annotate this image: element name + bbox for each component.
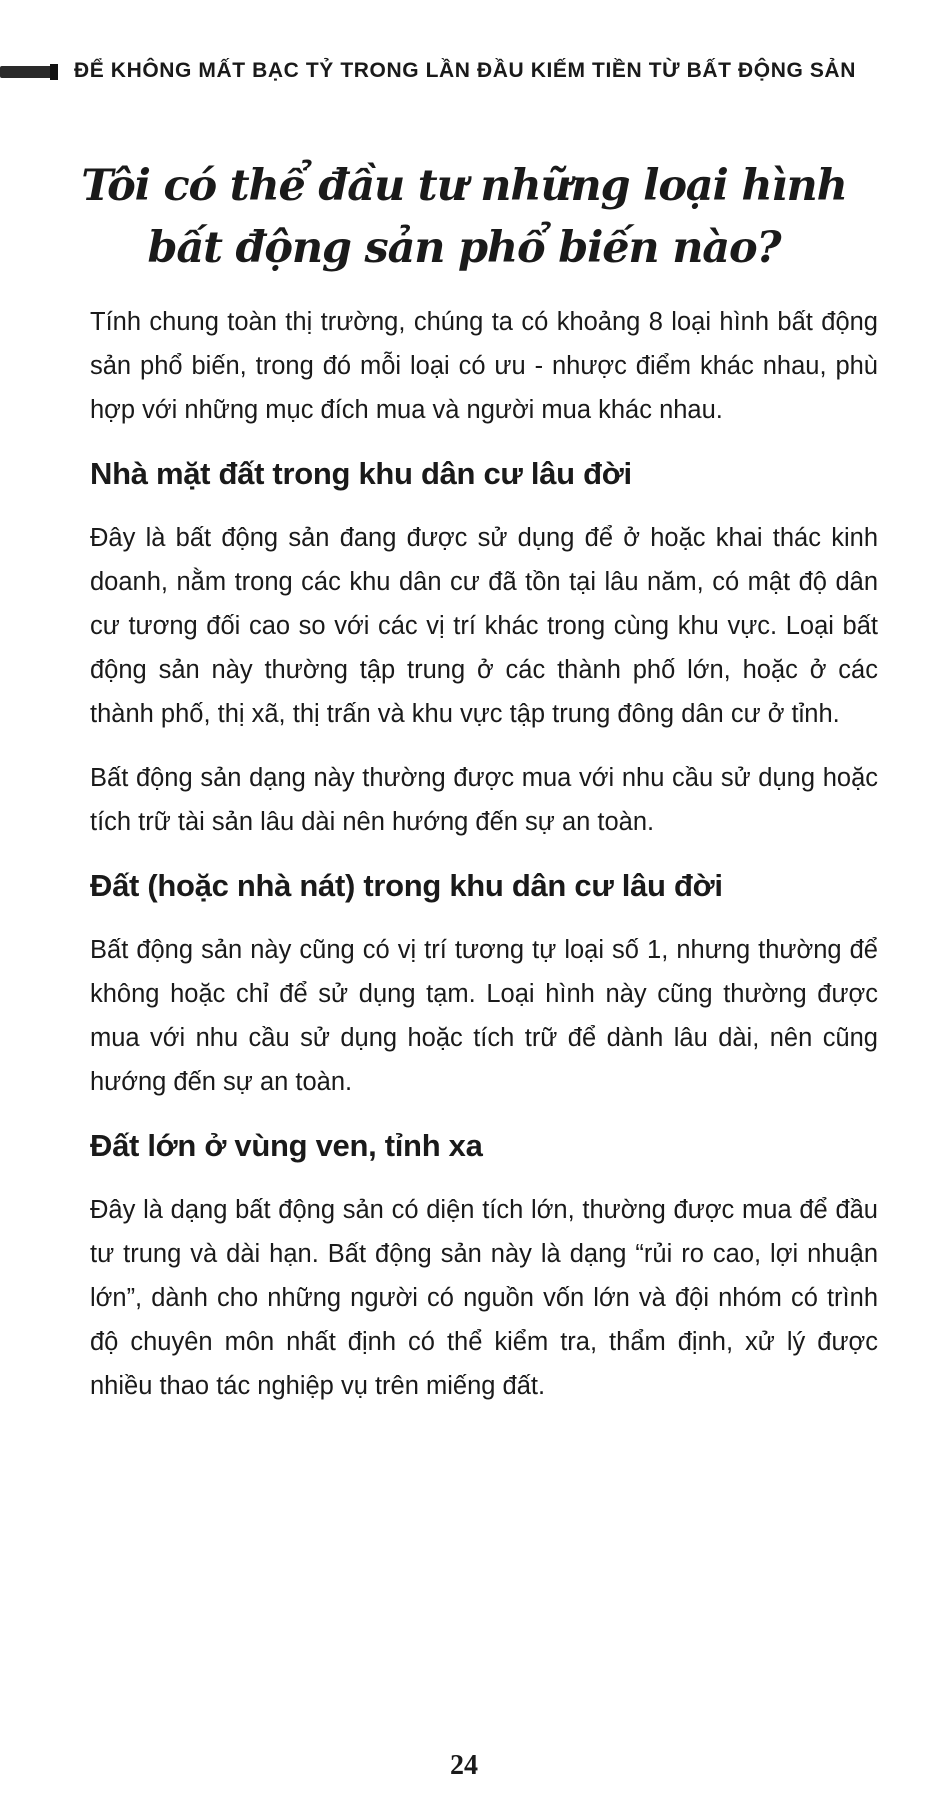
section-3-paragraph-1: Đây là dạng bất động sản có diện tích lớn, thường được mua để đầu tư trung và dài hạn. Bất động sản này là dạng “rủi ro cao, lợi nhuận lớn”, dành cho những người có nguồn vốn lớn và đội nhóm có trình độ chuyên môn nhất định có thể kiểm tra, thẩm định, xử lý được nhiều thao tác nghiệp vụ trên miếng đất.	[90, 1196, 878, 1400]
section-2-paragraph-1: Bất động sản này cũng có vị trí tương tự loại số 1, nhưng thường để không hoặc chỉ để sử dụng tạm. Loại hình này cũng thường được mua với nhu cầu sử dụng hoặc tích trữ để dành lâu dài, nên cũng hướng đến sự an toàn.	[90, 936, 878, 1096]
section-heading-3: Đất lớn ở vùng ven, tỉnh xa	[90, 1128, 483, 1163]
page-content	[90, 300, 878, 1408]
page-number: 24	[450, 1750, 478, 1781]
intro-paragraph: Tính chung toàn thị trường, chúng ta có khoảng 8 loại hình bất động sản phổ biến, trong đó mỗi loại có ưu - nhược điểm khác nhau, phù hợp với những mục đích mua và người mua khác nhau.	[90, 308, 878, 424]
section-heading-1: Nhà mặt đất trong khu dân cư lâu đời	[90, 456, 632, 491]
section-heading-2: Đất (hoặc nhà nát) trong khu dân cư lâu đời	[90, 868, 723, 903]
running-header	[0, 56, 928, 86]
page-title-line-2: bất động sản phổ biến nào?	[147, 223, 781, 273]
section-1-paragraph-2: Bất động sản dạng này thường được mua với nhu cầu sử dụng hoặc tích trữ tài sản lâu dài nên hướng đến sự an toàn.	[90, 764, 878, 836]
header-bar-ornament	[0, 66, 56, 78]
running-header-text: ĐỂ KHÔNG MẤT BẠC TỶ TRONG LẦN ĐẦU KIẾM TIỀN TỪ BẤT ĐỘNG SẢN	[74, 59, 856, 82]
page-title	[60, 155, 868, 279]
page-title-line-1: Tôi có thể đầu tư những loại hình	[81, 161, 847, 211]
section-1-paragraph-1: Đây là bất động sản đang được sử dụng để ở hoặc khai thác kinh doanh, nằm trong các khu dân cư đã tồn tại lâu năm, có mật độ dân cư tương đối cao so với các vị trí khác trong cùng khu vực. Loại bất động sản này thường tập trung ở các thành phố lớn, hoặc ở các thành phố, thị xã, thị trấn và khu vực tập trung đông dân cư ở tỉnh.	[90, 524, 878, 728]
